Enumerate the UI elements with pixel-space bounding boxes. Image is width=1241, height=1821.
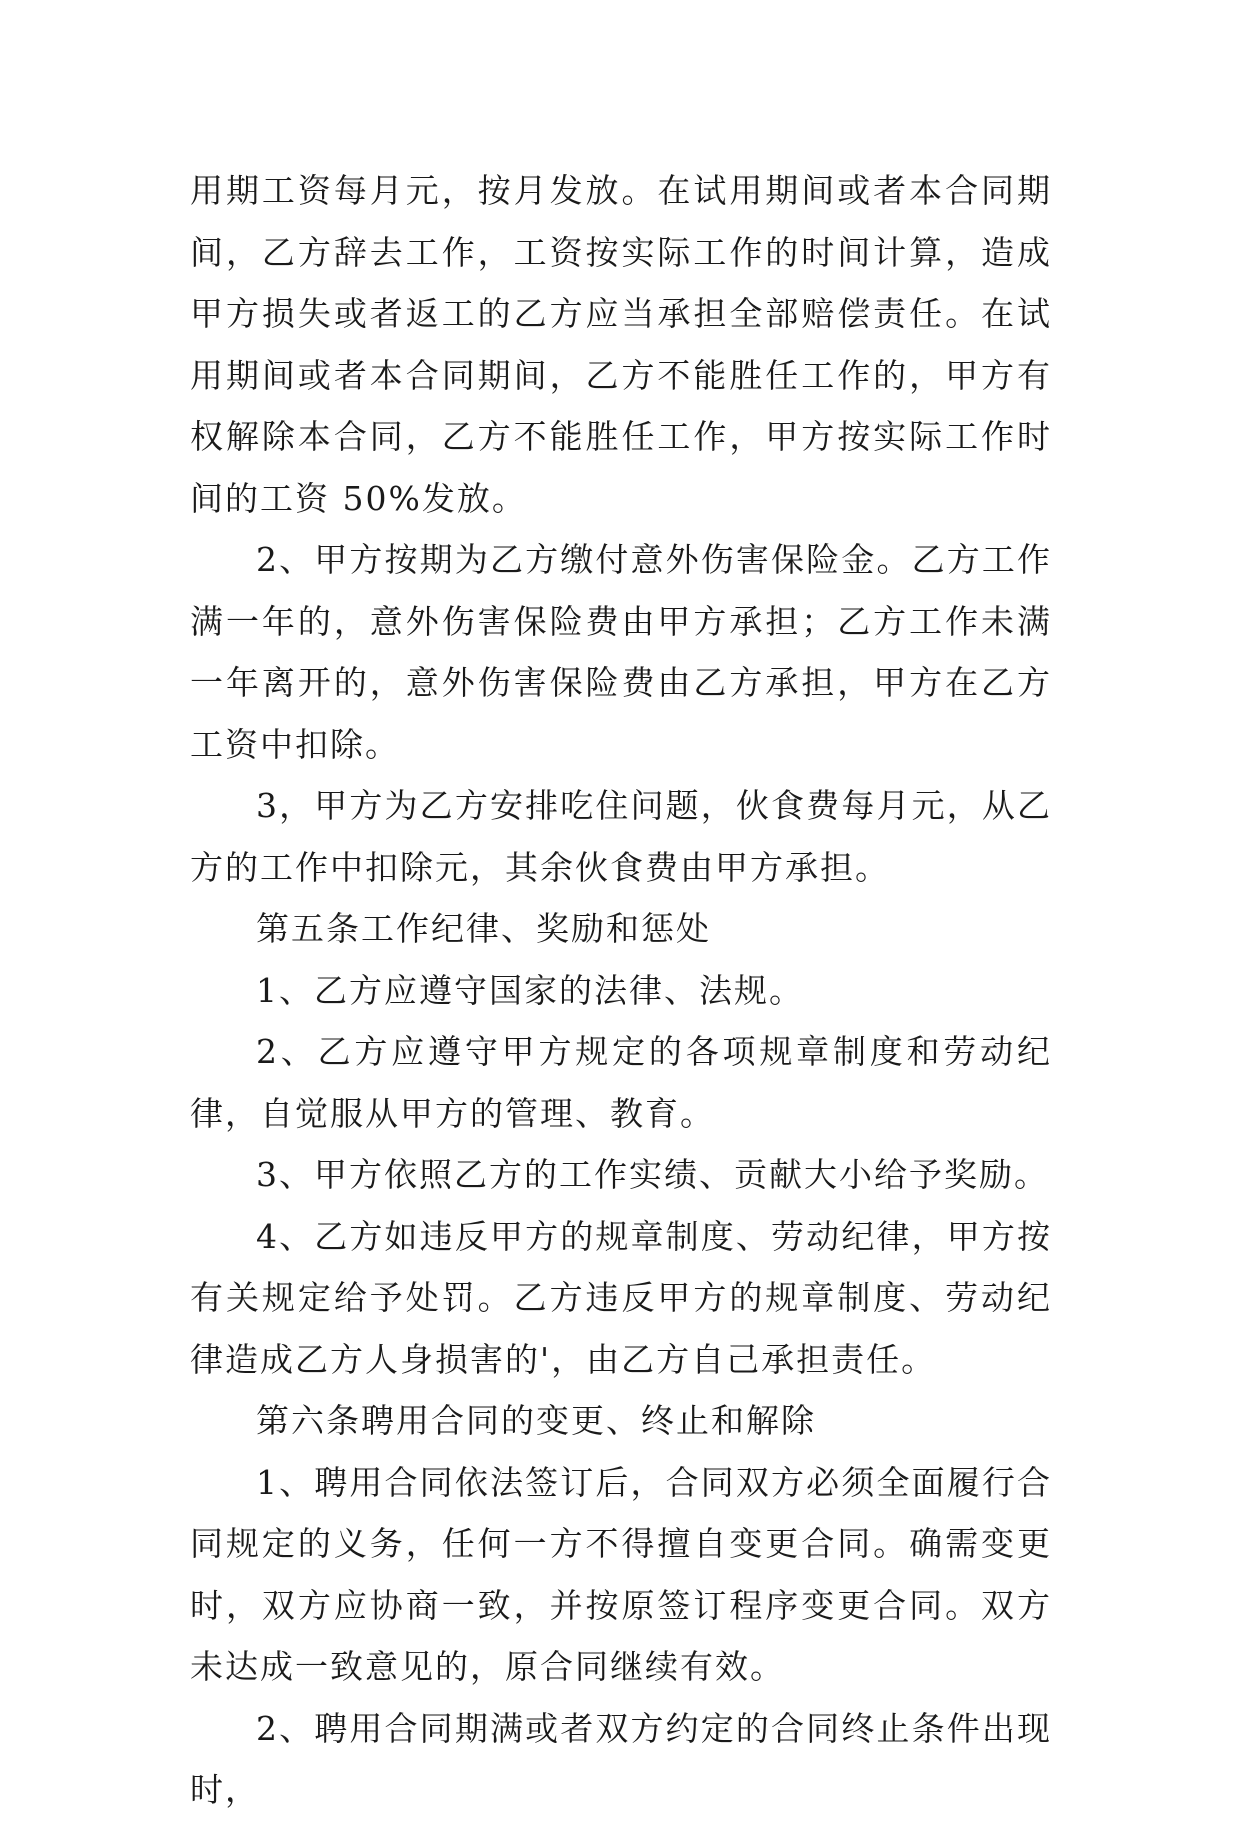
paragraph-obey-rules: 2、乙方应遵守甲方规定的各项规章制度和劳动纪律，自觉服从甲方的管理、教育。 (190, 1032, 1052, 1133)
paragraph-contract-termination: 2、聘用合同期满或者双方约定的合同终止条件出现时， (190, 1708, 1052, 1809)
article-6-heading: 第六条聘用合同的变更、终止和解除 (256, 1401, 816, 1440)
paragraph-rewards: 3、甲方依照乙方的工作实绩、贡献大小给予奖励。 (256, 1155, 1049, 1194)
paragraph-meals: 3，甲方为乙方安排吃住问题，伙食费每月元，从乙方的工作中扣除元，其余伙食费由甲方承担。 (190, 786, 1052, 887)
paragraph-obey-laws: 1、乙方应遵守国家的法律、法规。 (256, 970, 804, 1010)
document-body (190, 160, 1052, 1821)
paragraph-insurance: 2、甲方按期为乙方缴付意外伤害保险金。乙方工作满一年的，意外伤害保险费由甲方承担；乙方工作未满一年离开的，意外伤害保险费由乙方承担，甲方在乙方工资中扣除。 (190, 540, 1052, 764)
article-5-heading: 第五条工作纪律、奖励和惩处 (256, 909, 711, 948)
paragraph-penalties: 4、乙方如违反甲方的规章制度、劳动纪律，甲方按有关规定给予处罚。乙方违反甲方的规章制度、劳动纪律造成乙方人身损害的'，由乙方自己承担责任。 (190, 1216, 1052, 1379)
paragraph-wage-terms: 用期工资每月元，按月发放。在试用期间或者本合同期间，乙方辞去工作，工资按实际工作的时间计算，造成甲方损失或者返工的乙方应当承担全部赔偿责任。在试用期间或者本合同期间，乙方不能胜任工作的，甲方有权解除本合同，乙方不能胜任工作，甲方按实际工作时间的工资 50%发放。 (190, 171, 1052, 518)
paragraph-contract-changes: 1、聘用合同依法签订后，合同双方必须全面履行合同规定的义务，任何一方不得擅自变更合同。确需变更时，双方应协商一致，并按原签订程序变更合同。双方未达成一致意见的，原合同继续有效。 (190, 1462, 1052, 1686)
